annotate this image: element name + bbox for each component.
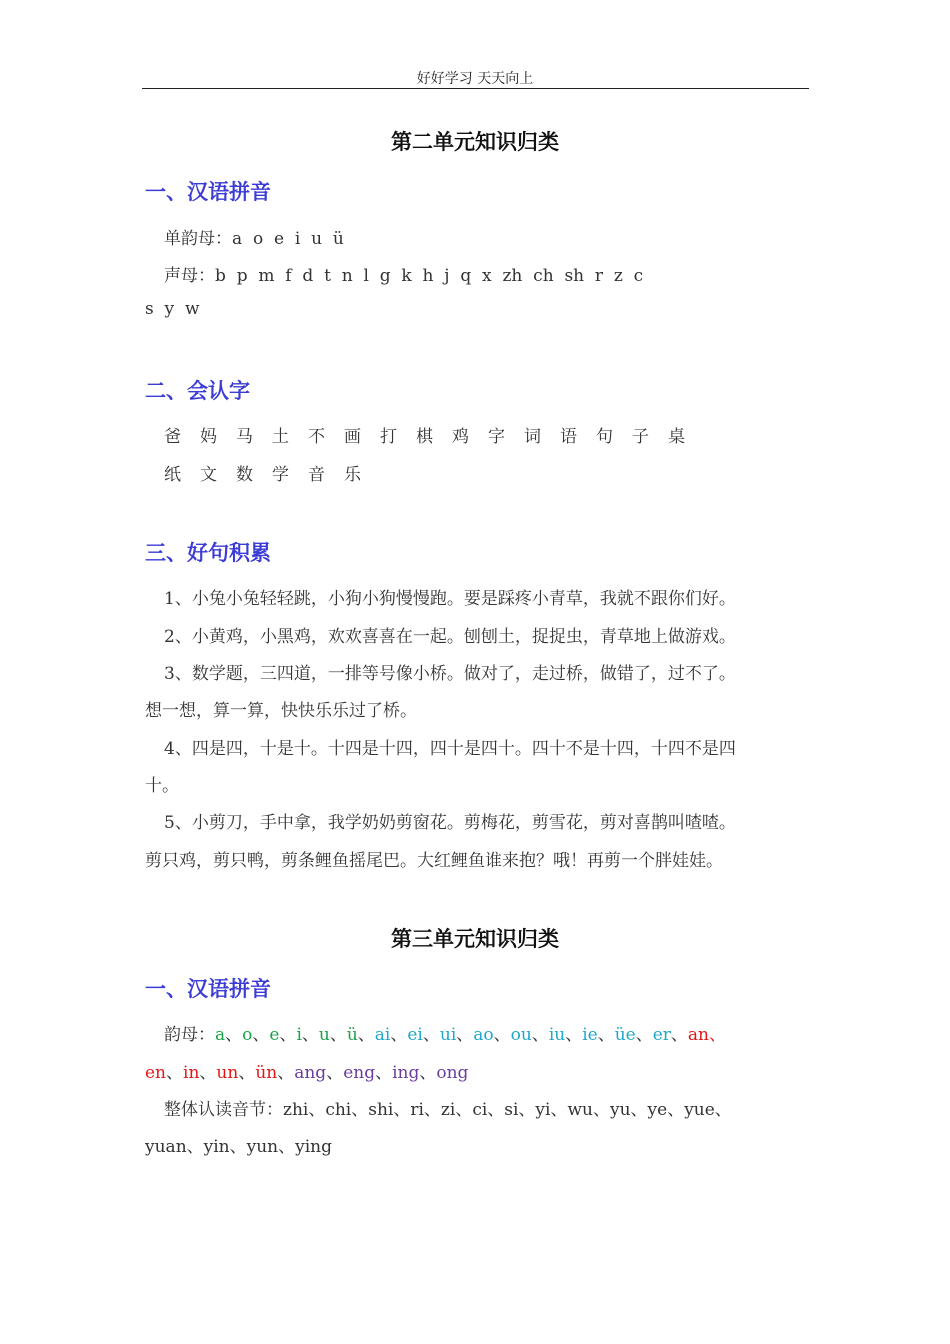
final-token: un — [216, 1063, 239, 1083]
unit2-initials-line — [145, 261, 829, 286]
final-token: u — [318, 1025, 330, 1045]
final-token: en — [145, 1063, 167, 1083]
final-token: ang — [294, 1063, 327, 1083]
final-token: ong — [436, 1063, 469, 1083]
unit2-section-sentences-heading: 三、好句积累 — [145, 540, 271, 565]
sentence-line: 剪只鸡，剪只鸭，剪条鲤鱼摇尾巴。大红鲤鱼谁来抱？哦！再剪一个胖娃娃。 — [145, 851, 723, 871]
initials-label: 声母： — [164, 266, 215, 286]
literacy-character: 桌 — [668, 427, 685, 447]
sentence-line: 5、小剪刀，手中拿，我学奶奶剪窗花。剪梅花，剪雪花，剪对喜鹊叫喳喳。 — [164, 813, 736, 833]
final-token: ou — [510, 1025, 532, 1045]
syllables-values: zhi、chi、shi、ri、zi、ci、si、yi、wu、yu、ye、yue、 — [283, 1100, 732, 1120]
sentence-line: 3、数学题，三四道，一排等号像小桥。做对了，走过桥，做错了，过不了。 — [164, 664, 736, 684]
finals-label: 单韵母： — [164, 229, 232, 249]
literacy-character: 土 — [272, 427, 289, 447]
syllables-label: 整体认读音节： — [164, 1100, 283, 1120]
final-token: ei — [407, 1025, 423, 1045]
initials-values: b p m f d t n l g k h j q x zh ch sh r z c — [215, 266, 644, 286]
literacy-character: 句 — [596, 427, 613, 447]
unit2-characters-row-2 — [145, 460, 829, 485]
literacy-character: 鸡 — [452, 427, 469, 447]
final-token: ui — [439, 1025, 457, 1045]
literacy-character: 字 — [488, 427, 505, 447]
finals-values: a o e i u ü — [232, 229, 344, 249]
unit2-initials-line-2: s y w — [145, 299, 200, 319]
literacy-character: 文 — [200, 465, 217, 485]
final-token: a — [215, 1025, 226, 1045]
sentence-line: 十。 — [145, 776, 179, 796]
unit2-characters-row-1 — [145, 422, 829, 447]
final-token: ing — [392, 1063, 420, 1083]
page-header: 好好学习 天天向上 — [416, 71, 534, 87]
final-token: i — [296, 1025, 302, 1045]
final-token: ao — [473, 1025, 494, 1045]
literacy-character: 词 — [524, 427, 541, 447]
unit3-finals-line-2: en、in、un、ün、ang、eng、ing、ong — [145, 1063, 469, 1083]
literacy-character: 画 — [344, 427, 361, 447]
literacy-character: 棋 — [416, 427, 433, 447]
unit2-finals-line — [145, 224, 829, 249]
final-token: üe — [614, 1025, 636, 1045]
literacy-character: 爸 — [164, 427, 181, 447]
unit2-title: 第二单元知识归类 — [391, 129, 559, 154]
final-token: ie — [582, 1025, 598, 1045]
unit3-finals-line — [145, 1020, 829, 1045]
literacy-character: 学 — [272, 465, 289, 485]
unit3-syllables-line — [145, 1095, 829, 1120]
literacy-character: 语 — [560, 427, 577, 447]
sentence-line: 1、小兔小兔轻轻跳，小狗小狗慢慢跑。要是踩疼小青草，我就不跟你们好。 — [164, 589, 736, 609]
final-token: eng — [343, 1063, 376, 1083]
literacy-character: 马 — [236, 427, 253, 447]
unit3-syllables-line-2: yuan、yin、yun、ying — [145, 1137, 332, 1157]
final-token: iu — [548, 1025, 566, 1045]
final-token: er — [652, 1025, 671, 1045]
unit3-finals-label: 韵母： — [164, 1025, 215, 1045]
unit3-section-pinyin-heading: 一、汉语拼音 — [145, 976, 271, 1001]
final-token: ai — [374, 1025, 391, 1045]
final-token: ü — [346, 1025, 358, 1045]
final-token: an — [687, 1025, 710, 1045]
literacy-character: 纸 — [164, 465, 181, 485]
literacy-character: 音 — [308, 465, 325, 485]
sentence-line: 2、小黄鸡，小黑鸡，欢欢喜喜在一起。刨刨土，捉捉虫，青草地上做游戏。 — [164, 627, 736, 647]
literacy-character: 乐 — [344, 465, 361, 485]
unit3-title: 第三单元知识归类 — [391, 926, 559, 951]
unit3-finals-values: a、o、e、i、u、ü、ai、ei、ui、ao、ou、iu、ie、üe、er、an、 — [215, 1025, 727, 1045]
sentence-line: 4、四是四，十是十。十四是十四，四十是四十。四十不是十四，十四不是四 — [164, 739, 736, 759]
literacy-character: 子 — [632, 427, 649, 447]
literacy-character: 数 — [236, 465, 253, 485]
final-token: o — [242, 1025, 253, 1045]
literacy-character: 打 — [380, 427, 397, 447]
unit2-section-characters-heading: 二、会认字 — [145, 378, 250, 403]
literacy-character: 不 — [308, 427, 325, 447]
unit2-section-pinyin-heading: 一、汉语拼音 — [145, 179, 271, 204]
literacy-character: 妈 — [200, 427, 217, 447]
header-rule — [142, 88, 809, 89]
sentence-line: 想一想，算一算，快快乐乐过了桥。 — [145, 701, 417, 721]
final-token: in — [183, 1063, 200, 1083]
final-token: e — [269, 1025, 280, 1045]
final-token: ün — [255, 1063, 278, 1083]
